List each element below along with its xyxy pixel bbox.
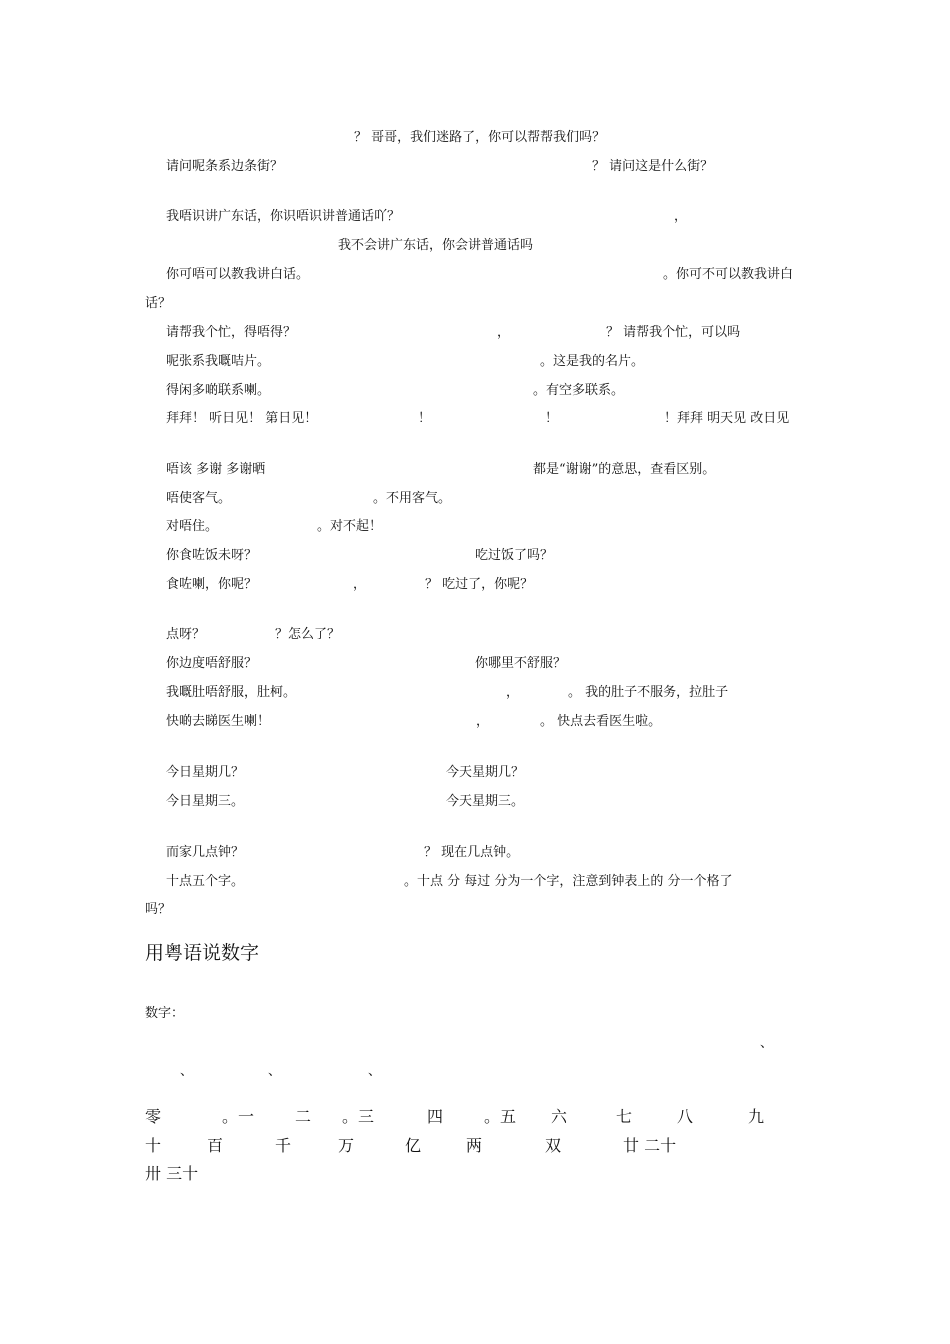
phrase-mandarin: 我不会讲广东话，你会讲普通话吗 (338, 238, 534, 253)
numeral: 七 (616, 1107, 633, 1126)
numeral: 。三 (342, 1107, 375, 1126)
phrase-cantonese: 食咗喇，你呢？ (166, 577, 258, 592)
phrase-cantonese: 拜拜！ 听日见！ 第日见！ (166, 411, 318, 426)
phrase-mandarin: ？怎么了？ (275, 627, 341, 642)
numeral: 九 (748, 1107, 765, 1126)
phrase-mandarin: 。 快点去看医生啦。 (540, 714, 662, 729)
numeral: 双 (545, 1136, 562, 1155)
phrase-mandarin: ？ 现在几点钟。 (424, 845, 520, 860)
phrase-mandarin: 。十点 分 每过 分为一个字，注意到钟表上的 分一个格了 (404, 874, 733, 889)
enum-mark: 、 (268, 1064, 282, 1079)
numeral: 四 (427, 1107, 444, 1126)
phrase-mandarin: 吃过饭了吗？ (475, 548, 554, 563)
numeral: 。一 (222, 1107, 255, 1126)
phrase-mandarin: 。这是我的名片。 (540, 354, 645, 369)
phrase-mandarin: ？ 吃过了，你呢？ (425, 577, 534, 592)
numeral: 两 (466, 1136, 483, 1155)
numeral: 六 (551, 1107, 568, 1126)
phrase-cantonese: 唔该 多谢 多谢晒 (166, 462, 266, 477)
phrase-punct: ， (497, 325, 511, 340)
numeral: 十 (145, 1136, 162, 1155)
phrase-cantonese: 你可唔可以教我讲白话。 (166, 267, 310, 282)
numeral: 万 (338, 1136, 355, 1155)
phrase-continuation: 吗？ (145, 902, 172, 917)
section-title: 用粤语说数字 (145, 942, 260, 964)
phrase-cantonese: 请问呢条系边条街？ (166, 159, 284, 174)
section-label: 数字： (145, 1006, 185, 1021)
phrase-mandarin: 。不用客气。 (373, 491, 452, 506)
phrase-cantonese: 十点五个字。 (166, 874, 245, 889)
phrase-cantonese: 你边度唔舒服？ (166, 656, 258, 671)
phrase-cantonese: 对唔住。 (166, 519, 219, 534)
numeral: 零 (145, 1107, 162, 1126)
phrase-punct: ， (506, 685, 520, 700)
phrase-mandarin: 都是“谢谢”的意思，查看区别。 (533, 462, 716, 477)
phrase-cantonese: 我唔识讲广东话，你识唔识讲普通话吖？ (166, 209, 401, 224)
phrase-cantonese: 点呀？ (166, 627, 206, 642)
phrase-mandarin: 。有空多联系。 (533, 383, 625, 398)
phrase-mandarin: 。你可不可以教我讲白 (663, 267, 794, 282)
phrase-mandarin: 。对不起！ (317, 519, 383, 534)
phrase-continuation: 话？ (145, 296, 172, 311)
numeral: 百 (207, 1136, 224, 1155)
phrase-mandarin: 。 我的肚子不服务，拉肚子 (568, 685, 729, 700)
numeral: 亿 (405, 1136, 422, 1155)
phrase-cantonese: 快啲去睇医生喇！ (166, 714, 271, 729)
phrase-cantonese: 我嘅肚唔舒服，肚柯。 (166, 685, 297, 700)
numeral: 。五 (484, 1107, 517, 1126)
enum-mark: 、 (368, 1064, 382, 1079)
phrase-mandarin: 你哪里不舒服？ (475, 656, 567, 671)
phrase-cantonese: 请帮我个忙，得唔得？ (166, 325, 297, 340)
numeral: 二 (295, 1107, 312, 1126)
phrase-mandarin: 今天星期几？ (446, 765, 525, 780)
phrase-mandarin: 今天星期三。 (446, 794, 525, 809)
enum-mark: 、 (180, 1064, 194, 1079)
phrase-punct: ！ (545, 411, 559, 426)
phrase-mandarin: ？ 请帮我个忙，可以吗 (606, 325, 741, 340)
phrase-cantonese: 唔使客气。 (166, 491, 232, 506)
numeral: 八 (677, 1107, 694, 1126)
phrase-cantonese: 今日星期几？ (166, 765, 245, 780)
phrase-mandarin: ？ 请问这是什么街？ (592, 159, 714, 174)
phrase-punct: ， (674, 209, 688, 224)
phrase-cantonese: 今日星期三。 (166, 794, 245, 809)
phrase-cantonese: 得闲多啲联系喇。 (166, 383, 271, 398)
enum-mark: 、 (760, 1036, 774, 1051)
phrase-mandarin: ！拜拜 明天见 改日见 (664, 411, 790, 426)
phrase-punct: ， (476, 714, 490, 729)
numeral: 廿 二十 (623, 1136, 677, 1155)
phrase-cantonese: 呢张系我嘅咭片。 (166, 354, 271, 369)
numeral: 千 (275, 1136, 292, 1155)
phrase-punct: ！ (418, 411, 432, 426)
numeral: 卅 三十 (145, 1164, 199, 1183)
phrase-punct: ， (353, 577, 367, 592)
phrase-cantonese: 而家几点钟？ (166, 845, 245, 860)
phrase-cantonese: 你食咗饭未呀？ (166, 548, 258, 563)
phrase-line: ？ 哥哥，我们迷路了，你可以帮帮我们吗？ (354, 130, 606, 145)
